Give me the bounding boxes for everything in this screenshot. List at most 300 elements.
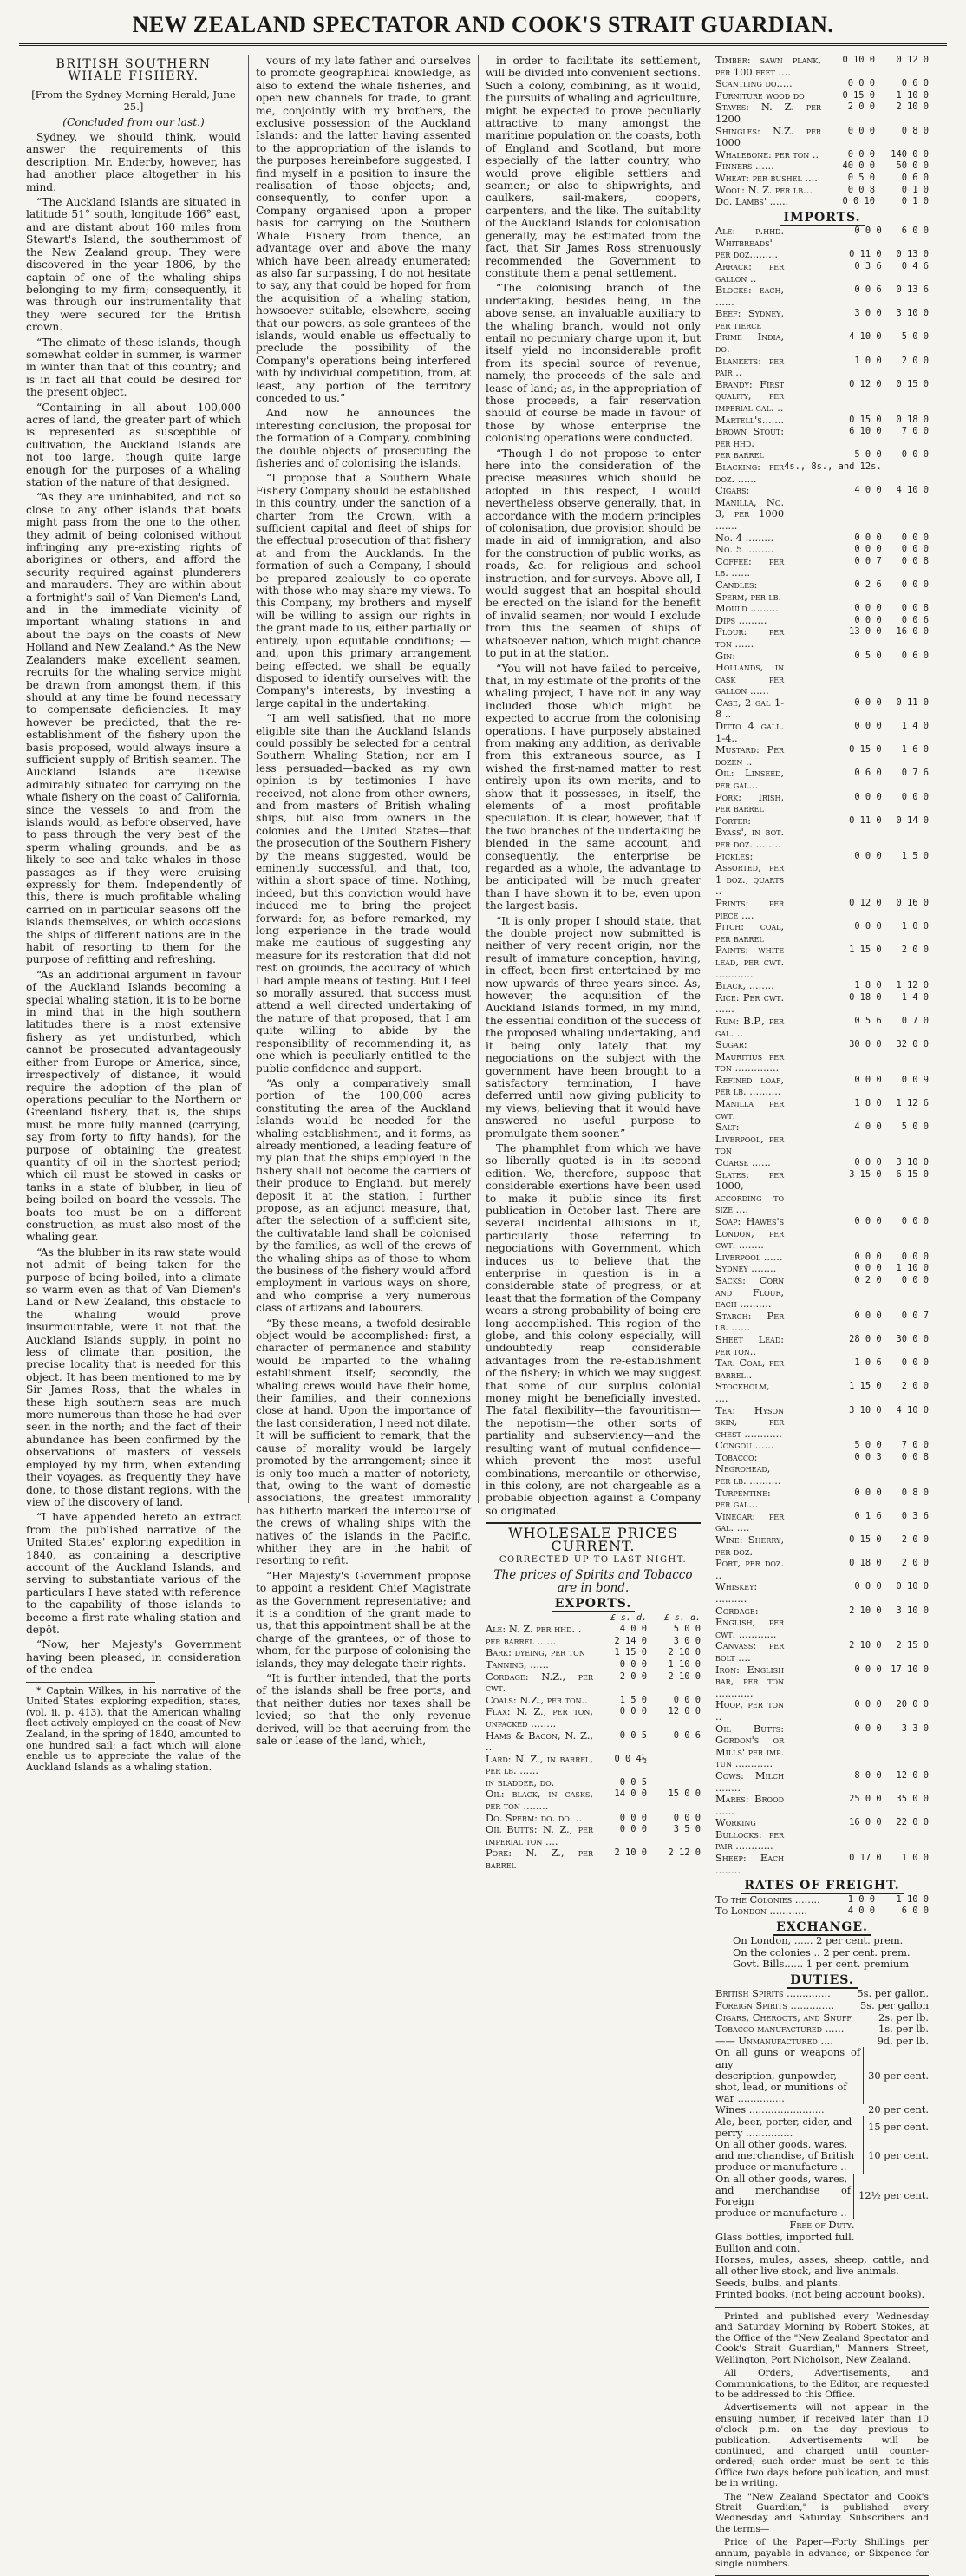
export-high: 0 0 6: [673, 1729, 701, 1741]
import-high: 2 0 0: [901, 1534, 929, 1546]
import-low: 0 0 0: [854, 1157, 882, 1168]
import-high: 3 10 0: [896, 1605, 929, 1616]
exchange-row: On London, ...... 2 per cent. prem.: [733, 1934, 904, 1947]
import-high: 2 0 0: [901, 945, 929, 956]
import-low: 0 0 0: [854, 1723, 882, 1734]
import-high: 0 0 8: [901, 1451, 929, 1462]
export-high: 3 0 0: [673, 1635, 701, 1646]
export-row: [486, 1636, 701, 1648]
export-low: 0 0 0: [847, 78, 875, 89]
import-high: 0 0 0: [901, 1216, 929, 1226]
column-2: [249, 55, 479, 1748]
freight-low: 4 0 0: [847, 1906, 875, 1917]
duty-group-line: war ...............: [715, 2092, 785, 2105]
import-item: Oil: Linseed, per gal...: [715, 767, 785, 792]
import-row: [715, 226, 929, 249]
import-item: Salt: Liverpool, per ton: [715, 1121, 785, 1157]
col3-paragraph: in order to facilitate its settlement, will be divided into convenient sections. Such a colony, combining, as it would, the pursuits of whaling and agriculture, might be expected to prove peculiarly attractive to many amongst the maritime population on the coasts, both of England and Scotland, but more especially of the latter country, who would prove eligible settlers and seamen; or also to shipwrights, and caulkers, sail-makers, coopers, carpenters, and the like. The suitability of the Auckland Islands for colonisation generally, may be estimated from the fact, that Sir James Ross strenuously recommended the Government to constitute them a penal settlement.: [486, 55, 702, 279]
import-row: [715, 1817, 929, 1853]
import-low: 2 10 0: [849, 1640, 882, 1651]
duty-row: [715, 2012, 929, 2024]
free-item: Seeds, bulbs, and plants.: [715, 2276, 841, 2289]
import-item: Cows: Milch ........: [715, 1769, 785, 1794]
import-row: [715, 1405, 929, 1441]
export-item: Furniture wood do: [715, 88, 805, 101]
import-high: 2 15 0: [896, 1640, 929, 1651]
import-row: [715, 1169, 929, 1216]
duty-group-line: produce or manufacture ..: [715, 2161, 847, 2174]
import-low: 0 0 0: [854, 544, 882, 555]
export-row: [486, 1695, 701, 1707]
import-item: Sugar: Mauritius per ton ..............: [715, 1038, 785, 1075]
import-row: [715, 626, 929, 650]
duty-group-rate: 20 per cent.: [868, 2103, 929, 2116]
import-row: [715, 544, 929, 556]
import-high: 5 0 0: [901, 331, 929, 343]
import-high: 20 0 0: [896, 1699, 929, 1710]
duty-group-line: On all guns or weapons of any: [715, 2046, 861, 2070]
export-row: [715, 160, 929, 173]
import-row: [715, 898, 929, 921]
duty-group: [715, 2139, 929, 2174]
import-high: 4 10 0: [896, 485, 929, 496]
import-item: Manilla per cwt.: [715, 1097, 785, 1121]
import-row: [715, 1016, 929, 1039]
import-item: Congou ......: [715, 1439, 774, 1452]
import-low: 0 2 0: [854, 1274, 882, 1285]
import-item: Pickles: Assorted, per 1 doz., quarts ..: [715, 849, 785, 898]
export-item: Lard: N. Z., in barrel, per lb. ......: [486, 1752, 593, 1777]
import-high: 0 0 8: [901, 555, 929, 566]
import-row: [715, 1487, 929, 1511]
import-low: 0 0 0: [854, 1251, 882, 1262]
import-low: 0 0 0: [854, 226, 882, 237]
import-low: 1 0 6: [854, 1357, 882, 1369]
export-high: 0 8 0: [901, 125, 929, 136]
col3-paragraph: “It is only proper I should state, that the double project now submitted is neither of very recent origin, nor the result of immature conception, having, in effect, been first entertained by me now upwards of three years since. As, however, the acquisition of the Auckland Islands formed, in my mind, the essential condition of the success of the proposed whaling undertaking, and it being only lately that my negociations on the subject with the government have been brought to a satisfactory termination, I have deferred until now giving publicity to my views, believing that it would have answered no useful purpose to promulgate them sooner.”: [486, 914, 701, 1140]
import-item: No. 4 .........: [715, 531, 774, 544]
import-low: 0 3 6: [854, 260, 882, 271]
import-high: 17 10 0: [891, 1664, 929, 1675]
duty-group-line: Ale, beer, porter, cider, and: [715, 2115, 852, 2128]
import-row: [715, 792, 929, 815]
import-high: [882, 461, 929, 485]
duty-group-line: Wines ........................: [715, 2103, 825, 2116]
export-high: 3 5 0: [673, 1824, 701, 1835]
duty-group-line: perry ...............: [715, 2126, 793, 2139]
duty-group-text: [715, 2174, 854, 2220]
import-low: 0 18 0: [849, 991, 882, 1003]
import-item: Sacks: Corn and Flour, each ..........: [715, 1273, 785, 1311]
duties-title: DUTIES.: [787, 1973, 857, 1989]
import-row: [715, 1075, 929, 1098]
export-low: 2 0 0: [619, 1670, 647, 1682]
import-low: 5 0 0: [854, 449, 882, 461]
import-high: 5 0 0: [901, 1121, 929, 1133]
export-row: [486, 1706, 701, 1729]
export-item: Shingles: N.Z. per 1000: [715, 124, 821, 149]
duty-rate: 9d. per lb.: [877, 2034, 929, 2047]
import-low: 0 1 6: [854, 1510, 882, 1521]
import-high: 1 10 0: [896, 1263, 929, 1274]
import-item: Blacking: per doz. ......: [715, 461, 785, 485]
import-high: 0 3 6: [901, 1510, 929, 1521]
free-item: Glass bottles, imported full.: [715, 2230, 855, 2243]
import-row: [715, 768, 929, 791]
import-item: Mares: Brood ......: [715, 1793, 785, 1817]
import-item: Ditto 4 gall. 1-4..: [715, 720, 785, 744]
import-high: 0 13 6: [896, 284, 929, 296]
import-low: 0 15 0: [849, 414, 882, 425]
import-low: 25 0 0: [849, 1794, 882, 1805]
col3-paragraph: “The colonising branch of the undertaking, besides being, in the above sense, an invaluable auxiliary to the whaling branch, would not only entail no pecuniary charge upon it, but itself yield no inconsiderable profit from its special source of revenue, namely, the proceeds of the sale and lease of land; as, in the appropriation of those proceeds, a fair reservation should of course be made in favour of those by whose enterprise the colonising operations were conducted.: [486, 282, 701, 445]
article-title: BRITISH SOUTHERN WHALE FISHERY.: [55, 57, 212, 84]
import-item: Arrack: per gallon ..: [715, 259, 785, 284]
import-high: 0 0 6: [901, 614, 929, 625]
import-high: 0 0 9: [901, 1074, 929, 1085]
import-high: 16 0 0: [896, 626, 929, 637]
import-row: [715, 721, 929, 744]
exchange-title: EXCHANGE.: [773, 1920, 871, 1936]
prices-bond-note: The prices of Spirits and Tobacco are in bond.: [493, 1568, 693, 1595]
import-item: Sydney ........: [715, 1262, 777, 1275]
column-4: [708, 54, 936, 2570]
import-low: 13 0 0: [849, 626, 882, 637]
publisher-paragraph: Printed and published every Wednesday and Saturday Morning by Robert Stokes, at the Office of the "New Zealand Spectator and Cook's Strait Guardian," Manners Street, Wellington, Port Nicholson, New Zealand.: [715, 2311, 929, 2365]
import-item: Pork: Irish, per barrel: [715, 790, 785, 815]
export-high: 2 12 0: [668, 1847, 701, 1859]
import-low: 0 2 6: [854, 579, 882, 590]
import-high: 32 0 0: [896, 1039, 929, 1050]
import-low: 28 0 0: [849, 1333, 882, 1344]
import-low: 1 0 0: [854, 355, 882, 366]
import-row: [715, 603, 929, 615]
export-row: [715, 173, 929, 185]
import-row: [715, 1039, 929, 1075]
export-item: Staves: N. Z. per 1200: [715, 101, 821, 125]
duty-group-rate: 30 per cent.: [868, 2069, 929, 2082]
import-high: 0 15 0: [896, 378, 929, 389]
masthead-rule: [19, 43, 947, 46]
column-3: [479, 55, 708, 1872]
import-item: Rice: Per cwt. ......: [715, 991, 785, 1016]
import-item: Flour: per ton ......: [715, 625, 785, 650]
import-high: 1 6 0: [901, 744, 929, 755]
duty-group: [715, 2174, 929, 2220]
export-row: [715, 185, 929, 197]
imports-table: [715, 226, 929, 1876]
export-high: [647, 1754, 701, 1777]
import-low: 3 0 0: [854, 308, 882, 319]
import-low: 4 0 0: [854, 1121, 882, 1133]
export-item: Scantling do.....: [715, 77, 793, 90]
export-item: Finners ......: [715, 160, 774, 173]
import-high: 0 11 0: [896, 696, 929, 708]
import-item: Dips .........: [715, 613, 767, 626]
import-high: 1 4 0: [901, 991, 929, 1003]
col2-paragraph: “I propose that a Southern Whale Fishery Company should be established in this country, under the sanction of a charter from the Crown, with a sufficient capital and fleet of ships for the effectual prosecution of that fishery at and from the Aucklands. In the formation of such a Company, I should be prepared zealously to co-operate with those who may share my views. To this Company, my brothers and myself will be willing to assign our rights in the grant made to us, either partially or entirely, upon equitable conditions; —and, upon this primary arrangement being effected, we shall be equally disposed to identify ourselves with the Company's interests, by investing a large capital in the undertaking.: [256, 472, 471, 709]
export-row: [715, 149, 929, 161]
import-high: 2 0 0: [901, 355, 929, 366]
publisher-paragraph: All Orders, Advertisements, and Communications, to the Editor, are requested to be addressed to this Office.: [715, 2368, 929, 2400]
import-low: 0 0 0: [854, 721, 882, 732]
import-item: Cordage: English, per cwt. ............: [715, 1604, 785, 1640]
export-item: in bladder, do.: [486, 1775, 555, 1788]
import-row: [715, 1311, 929, 1334]
import-low: 0 5 6: [854, 1015, 882, 1026]
duty-group-line: description, gunpowder,: [715, 2069, 838, 2082]
import-item: Slates: per 1000, according to size ....: [715, 1167, 785, 1216]
currency-header-a: £ s. d.: [610, 1612, 647, 1623]
import-high: 2 0 0: [901, 1381, 929, 1392]
export-high: 50 0 0: [896, 160, 929, 172]
import-item: Rum: B.P., per gal. ..: [715, 1014, 785, 1039]
import-row: [715, 284, 929, 308]
column-1: [19, 55, 249, 1773]
import-row: [715, 1558, 929, 1581]
duty-group-text: [715, 2139, 864, 2174]
import-row: [715, 379, 929, 415]
import-item: Coffee: per lb. ......: [715, 554, 785, 579]
duty-item: —— Unmanufactured ....: [715, 2034, 833, 2047]
import-low: 0 0 3: [854, 1451, 882, 1462]
import-low: 0 0 0: [854, 696, 882, 708]
import-item: Blocks: each, ......: [715, 284, 785, 308]
import-low: 4 0 0: [854, 485, 882, 496]
duty-row: [715, 2024, 929, 2036]
free-item: Horses, mules, asses, sheep, cattle, and all other live stock, and live animals.: [715, 2253, 929, 2278]
import-row: [715, 851, 929, 898]
import-item: Brandy: First quality, per imperial gal. ..: [715, 377, 785, 415]
freight-heading: [715, 1880, 929, 1892]
import-high: 0 0 0: [901, 449, 929, 461]
import-high: 12 0 0: [896, 1769, 929, 1781]
import-low: 0 15 0: [849, 744, 882, 755]
export-row: [486, 1824, 701, 1847]
import-item: No. 5 .........: [715, 543, 774, 556]
export-row: [486, 1788, 701, 1812]
column-2-body: [256, 55, 471, 1747]
export-row: [486, 1777, 701, 1789]
export-low: 2 14 0: [614, 1635, 647, 1646]
import-row: [715, 308, 929, 331]
export-high: 0 6 0: [901, 172, 929, 183]
freight-title: RATES OF FREIGHT.: [741, 1879, 903, 1894]
import-low: 1 8 0: [854, 980, 882, 991]
import-row: [715, 1534, 929, 1558]
import-high: 0 0 8: [901, 603, 929, 614]
export-item: Tanning, ......: [486, 1657, 549, 1670]
import-high: 35 0 0: [896, 1794, 929, 1805]
import-row: [715, 992, 929, 1016]
export-low: 0 0 5: [619, 1776, 647, 1788]
currency-header: [486, 1612, 701, 1625]
freight-row: [715, 1894, 929, 1906]
import-high: 3 10 0: [896, 308, 929, 319]
export-high: 15 0 0: [668, 1788, 701, 1800]
import-item: Sheet Lead: per ton..: [715, 1332, 785, 1357]
column-1-body: [26, 131, 241, 1677]
export-item: Oil Butts: N. Z., per imperial ton ....: [486, 1823, 593, 1847]
duty-row: [715, 1988, 929, 2000]
publisher-paragraph: Advertisements will not appear in the ensuing number, if received later than 10 o'clock p.m. on the day previous to publication. Advertisements will be continued, and charged until counter-ordered; such order must be sent to this Office two days before publication, and must be in writing.: [715, 2403, 929, 2489]
exports-title: EXPORTS.: [552, 1597, 636, 1612]
import-high: 6 15 0: [896, 1168, 929, 1180]
export-row: [715, 90, 929, 102]
import-item: Canvass: per bolt ....: [715, 1639, 785, 1664]
duty-row: [715, 2000, 929, 2012]
export-item: Whalebone: per ton ..: [715, 147, 819, 160]
import-low: 0 5 0: [854, 650, 882, 661]
export-item: per barrel ......: [486, 1634, 557, 1647]
import-row: [715, 651, 929, 697]
duty-group-line: On all other goods, wares,: [715, 2172, 848, 2185]
free-of-duty-label: Free of Duty.: [789, 2219, 855, 2232]
import-low: 1 8 0: [854, 1098, 882, 1109]
import-high: 1 4 0: [901, 721, 929, 732]
import-low: 30 0 0: [849, 1039, 882, 1050]
export-item: Bark: dyeing, per ton: [486, 1646, 585, 1659]
duty-group: [715, 2116, 929, 2139]
import-low: 0 17 0: [849, 1853, 882, 1864]
columns: [19, 54, 947, 2570]
exchange-row: Govt. Bills...... 1 per cent. premium: [733, 1958, 910, 1971]
duty-group-rate: 12½ per cent.: [858, 2189, 929, 2202]
export-row: [715, 101, 929, 125]
import-high: 30 0 0: [896, 1333, 929, 1344]
duty-item: Tobacco manufactured ......: [715, 2023, 845, 2036]
col2-paragraph: “As only a comparatively small portion of the 100,000 acres constituting the area of the Auckland Islands would be needed for the whaling establishment, and it forms, as already mentioned, a leading feature of my plan that the ships employed in the fishery shall not become the carriers of their produce to England, but merely deposit it at the station, I further propose, as an adjunct measure, that, after the selection of a sufficient site, the cultivatable land shall be colonised by the families, as well of the crews of the whaling ships as of those to whom the business of the fishery would afford employment in various ways on shore, and who comprise a very numerous class of artizans and labourers.: [256, 1076, 471, 1315]
exports-table: [486, 1612, 701, 1872]
import-item: Tobacco: Negrohead, per lb. ..........: [715, 1450, 781, 1487]
import-high: 1 0 0: [901, 1853, 929, 1864]
import-high: 6 0 0: [901, 226, 929, 237]
freight-low: 1 0 0: [847, 1893, 875, 1905]
import-row: [715, 945, 929, 980]
col1-paragraph: “As the blubber in its raw state would not admit of being taken for the purpose of being boiled, into a climate so warm even as that of Van Diemen's Land or New Zealand, this obstacle to the whaling would prove insurmountable, were it not that the Auckland Islands supply, in point no less of climate than position, the precise locality that is needed for this object. It has been mentioned to me by Sir James Ross, that the whales in these high southern seas are much more numerous than those he had ever seen in the north; and the fact of their abundance has been confirmed by the observations of masters of vessels employed by my firm, when extending their voyages, as frequently they have done, to those distant regions, with the view of the discovery of land.: [26, 1246, 241, 1508]
import-item: Starch: Per lb. ......: [715, 1309, 785, 1334]
export-low: 0 0 0: [619, 1706, 647, 1717]
import-low: 1 15 0: [849, 945, 882, 956]
import-item: Hoop, per ton ..: [715, 1698, 785, 1723]
import-high: 3 3 0: [901, 1723, 929, 1734]
import-item: Iron: English bar, per ton ............: [715, 1663, 785, 1699]
import-row: [715, 1216, 929, 1252]
import-row: [715, 356, 929, 379]
col2-paragraph: “By these means, a twofold desirable object would be accomplished: first, a character of permanence and stability would be imparted to the whaling establishment itself; secondly, the whaling crews would have their home, their families, and their connexions close at hand. Upon the importance of the last consideration, I need not dilate. It will be sufficient to remark, that the cause of morality would be largely promoted by the arrangement; since it is only too much a matter of notoriety, that, owing to the want of domestic associations, the greatest immorality has hitherto marked the intercourse of the crews of whaling ships with the natives of the islands in the Pacific, whither they are in the habit of resorting to refit.: [256, 1317, 471, 1567]
export-low: 40 0 0: [842, 160, 875, 172]
export-row: [715, 126, 929, 149]
import-item: Blankets: per pair ..: [715, 354, 785, 379]
col1-paragraph: “Now, her Majesty's Government having been pleased, in consideration of the endea-: [26, 1638, 241, 1677]
import-low: 0 0 0: [854, 1581, 882, 1592]
import-row: [715, 485, 929, 532]
import-row: [715, 1723, 929, 1770]
import-row: [715, 1794, 929, 1817]
export-item: Flax: N. Z., per ton, unpacked ........: [486, 1705, 593, 1729]
duty-item: Cigars, Cheroots, and Snuff: [715, 2010, 852, 2024]
import-row: [715, 697, 929, 721]
import-item: Candles: Sperm, per lb.: [715, 578, 782, 603]
export-item: Ale: N. Z. per hhd. .: [486, 1623, 582, 1636]
export-row: [486, 1671, 701, 1695]
import-low: 16 0 0: [849, 1817, 882, 1828]
col2-paragraph: “I am well satisfied, that no more eligible site than the Auckland Islands could possibly be selected for a central Southern Whaling Station; nor am I less persuaded—backed as my own opinion is by testimonies I have received, not alone from other owners, and from masters of British whaling ships, but also from owners in the colonies and the United States—that the prosecution of the Southern Fishery by the means suggested, would be eminently successful, and that, too, within a short space of time. Nothing, indeed, but this conviction would have induced me to bring the project forward: for, as before remarked, my long experience in the trade would make me cautious of suggesting any measure for its restoration that did not rest on grounds, the accuracy of which I had ample means of testing. But I feel so morally assured, that success must attend a well directed undertaking of the nature of that proposed, that I am quite willing to abide by the responsibility of recommending it, as one which is peculiarly entitled to the public confidence and support.: [256, 712, 471, 1075]
exchange-row: On the colonies .. 2 per cent. prem.: [733, 1945, 911, 1958]
import-high: 2 0 0: [901, 1558, 929, 1569]
free-item: Printed books, (not being account books).: [715, 2287, 925, 2300]
import-low: 0 0 0: [854, 791, 882, 802]
export-low: 1 15 0: [614, 1647, 647, 1658]
import-item: Port, per doz. ..: [715, 1557, 785, 1581]
import-high: 0 14 0: [896, 814, 929, 826]
import-row: [715, 1334, 929, 1357]
import-high: 3 10 0: [896, 1157, 929, 1168]
export-low: 1 5 0: [619, 1694, 647, 1705]
duty-group-text: [715, 2104, 864, 2115]
import-high: 22 0 0: [896, 1817, 929, 1828]
export-high: 140 0 0: [891, 148, 929, 160]
export-row: [486, 1730, 701, 1754]
import-item: Prints: per piece ....: [715, 896, 785, 921]
export-item: Oil: black, in casks, per ton ........: [486, 1788, 593, 1813]
import-high: 0 13 0: [896, 249, 929, 260]
export-row: [715, 78, 929, 90]
export-low: 0 0 0: [847, 125, 875, 136]
import-high: 7 0 0: [901, 1440, 929, 1451]
footnote-rule: [26, 1682, 155, 1683]
export-row: [486, 1847, 701, 1871]
export-item: Wool: N. Z. per lb...: [715, 183, 813, 196]
duty-group-line: and merchandise, of British: [715, 2149, 855, 2162]
duty-group: [715, 2047, 929, 2104]
publisher-notice: [715, 2307, 929, 2576]
export-high: 2 10 0: [668, 1670, 701, 1682]
col3-paragraph: “Though I do not propose to enter here into the consideration of the precise measures which should be adopted in this respect, I would nevertheless observe generally, that, in accordance with the modern principles of colonisation, due provision should be made in aid of immigration, and also for the construction of public works, as roads, &c.—for religious and school instruction, and for surveys. Above all, I would suggest that an hospital should be erected on the island for the benefit of invalid seamen; nor would I exclude from this the seamen of ships of whatsoever nation, which might chance to put in at the station.: [486, 447, 701, 660]
import-row: [715, 615, 929, 627]
export-low: 2 10 0: [614, 1847, 647, 1859]
freight-item: To London ............: [715, 1905, 807, 1918]
import-row: [715, 331, 929, 355]
import-high: 0 0 0: [901, 1274, 929, 1285]
import-item: Mould .........: [715, 602, 779, 615]
duty-group-line: and merchandise of Foreign: [715, 2183, 852, 2208]
duty-row: [715, 2036, 929, 2048]
prices-corrected: CORRECTED UP TO LAST NIGHT.: [499, 1554, 688, 1565]
column-3-body: [486, 55, 701, 1517]
export-high: 0 0 0: [673, 1812, 701, 1823]
col1-paragraph: “As they are uninhabited, and not so close to any other islands that boats might pass from the one to the other, they admit of being colonised without infringing any pre-existing rights of aborigines or others, and afford the security required against plunderers and marauders. They are within about a fortnight's sail of Van Diemen's Land, and in the immediate vicinity of important whaling stations in and about the bays on the coasts of New Holland and New Zealand.* As the New Zealanders make excellent seamen, recruits for the whaling service might be drawn from amongst them, if this should at any time be found necessary to compensate deficiencies. It may however be predicted, that the re-establishment of the fishery upon the basis proposed, would always insure a sufficient supply of British seamen. The Auckland Islands are likewise admirably situated for carrying on the whale fishery on the coast of California, since the vessels to and from the islands would, as before observed, have to pass through the very best of the sperm whaling grounds, and be as likely to see and take whales in those passages as if they were cruising expressly for them. Independently of this, there is much profitable whaling carried on in particular seasons off the islands themselves, on which occasions the ships of different nations are in the habit of resorting to them for the purpose of refitting and refreshing.: [26, 491, 241, 966]
duty-rate: 1s. per lb.: [878, 2023, 929, 2036]
import-high: 7 0 0: [901, 426, 929, 437]
duty-item: Foreign Spirits ..............: [715, 1999, 835, 2012]
export-row: [486, 1754, 701, 1777]
export-high: 0 1 0: [901, 196, 929, 207]
import-low: 0 0 6: [854, 284, 882, 296]
duty-group-line: On all other goods, wares,: [715, 2138, 848, 2151]
import-row: [715, 249, 929, 261]
export-high: 0 12 0: [896, 55, 929, 65]
prices-rule: [486, 1522, 701, 1524]
import-high: 0 7 6: [901, 768, 929, 779]
duty-rate: 5s. per gallon: [860, 1999, 929, 2012]
export-high: 2 10 0: [896, 101, 929, 113]
import-row: [715, 461, 929, 485]
import-low: 0 0 0: [854, 1699, 882, 1710]
freight-table: [715, 1894, 929, 1918]
import-row: [715, 1157, 929, 1169]
duty-item: British Spirits ..............: [715, 1987, 831, 2000]
